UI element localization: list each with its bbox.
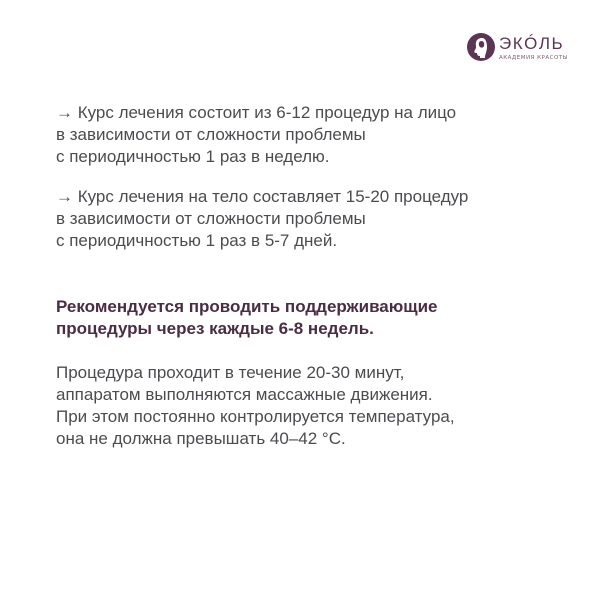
text-line: с периодичностью 1 раз в неделю.: [56, 147, 330, 166]
recommendation-heading: [56, 296, 556, 340]
text-line: аппаратом выполняются массажные движения.: [56, 385, 433, 404]
text-line: процедуры через каждые 6-8 недель.: [56, 319, 374, 338]
paragraph-body-course: [56, 186, 556, 252]
paragraph-face-course: [56, 102, 556, 168]
text-line: Процедура проходит в течение 20-30 минут,: [56, 363, 405, 382]
text-line: в зависимости от сложности проблемы: [56, 125, 366, 144]
text-line: → Курс лечения на тело составляет 15-20 процедур: [56, 187, 469, 206]
brand-tagline: АКАДЕМИЯ КРАСОТЫ: [499, 55, 568, 61]
text-line: → Курс лечения состоит из 6-12 процедур на лицо: [56, 103, 457, 122]
text-line: она не должна превышать 40–42 °C.: [56, 429, 346, 448]
text-line: в зависимости от сложности проблемы: [56, 209, 366, 228]
brand-name: ЭКÓЛЬ: [499, 34, 565, 53]
woman-silhouette-logo-icon: [466, 32, 496, 62]
text-line: с периодичностью 1 раз в 5-7 дней.: [56, 231, 338, 250]
procedure-description: [56, 362, 556, 450]
text-line: При этом постоянно контролируется температура,: [56, 407, 455, 426]
brand-logo: [466, 30, 584, 70]
text-line: Рекомендуется проводить поддерживающие: [56, 297, 438, 316]
